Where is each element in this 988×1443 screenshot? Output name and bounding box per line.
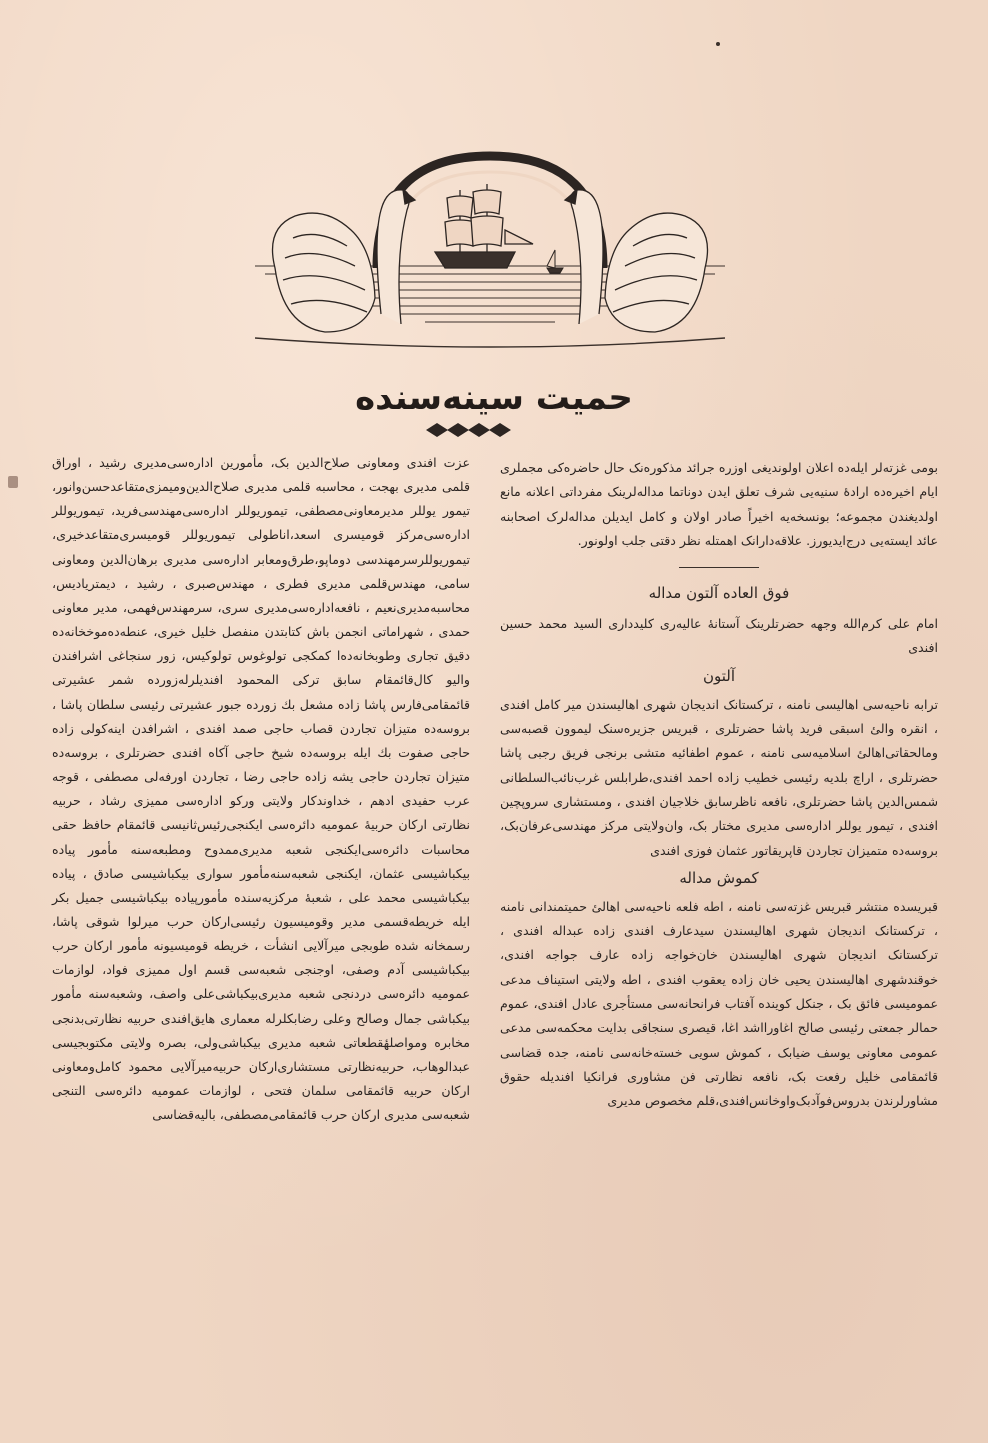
section-separator — [679, 567, 759, 568]
title-ornament — [424, 422, 516, 438]
page-title: حمیت سینه‌سنده — [355, 378, 633, 418]
page-title-wrap — [0, 378, 988, 418]
left-column — [52, 451, 470, 1127]
section-heading-silver-medal: کموش مداله — [679, 868, 759, 887]
right-column — [500, 456, 938, 1114]
column-gutter — [484, 452, 485, 1412]
silver-medal-recipients: قبریسده منتشر قبریس غزته‌سی نامنه ، اطه فلعه ناحیه‌سی اهالئ حمیتمندانی نامنه ، ترکستانک اندیجان شهری اهالیسندن سیدعارف افندی زاده عبداله افندی ، ترکستانک اندیجان شهری اهالیسندن خان‌خواجه زاده عارف جواجه افندی، خوقندشهری اهالیسندن یحیی خان زاده یعقوب افندی ، اطه ولایتی استیناف مدعی عمومیسی فائق بک ، جنکل کوینده آفتاب فرانحانه‌سی مستأجری عادل افندی، عموم حمالر جمعتی رئیسی صالح اغاورااشد اغا، قیصری سنجاقی بدایت محکمه‌سی مدعی عمومی معاونی یوسف ضیابک ، کموش سویی خسته‌خانه‌سی نامنه، جده قضاسی قائمقامی خلیل رفعت بک، نافعه نظارتی فن مشاوری فرانکیا افندیله حقوق مشاورلرندن بدروس‌فوآدبک‌واوخانس‌افندی،قلم مخصوص مدیری — [500, 898, 938, 1109]
continuation-paragraph: عزت افندی ومعاونی صلاح‌الدین بک، مأمورین اداره‌سی‌مدیری رشید ، اوراق قلمی مدیری بهجت ، محاسبه قلمی مدیری صلاح‌الدین‌ومیمزی‌متقاعدحسن‌وانور، تیمور یوللر مدیرمعاونی‌مصطفی، تیموریوللر اداره‌سی‌مهندسی‌فرید، تیموریوللر اداره‌سی‌مرکز قومیسری اسعد،اناطولی تیموریوللر قومیسری‌متقاعدخیری، تیموریوللرسرمهندسی دوماپو،طرق‌ومعابر اداره‌سی مدیری برهان‌الدین ومعاونی سامی، مهندس‌قلمی مدیری فطری ، مهندس‌صبری ، رشید ، دیمتریادیس، محاسبه‌مدیری‌نعیم ، نافعه‌اداره‌سی‌مدیری سری، سرمهندس‌فهمی، مدیر معاونی حمدی ، شهراماتی انجمن باش کتابتدن منفصل خلیل خیری، عنطه‌ده‌موخخانه‌ده دقیق تجاری وطوبخانه‌ده‌ا کمکجی تولوغوس تولوکیس، زور سنجاغی اشرافندن والیو کال‌قائمقام سابق ترکی المحمود افندیلرله‌زورده شمر عشیرتی قائمقامی‌فارس پاشا زاده مشعل بك زورده جبور عشیرتی رئیسی سلطان پاشا ، بروسه‌ده متیزان تجاردن قصاب حاجی صمد افندی ، اشرافدن اینه‌کولی زاده حاجی صفوت بك ایله بروسه‌ده شیخ حاجی آکاه افندی حضرتلری ، بروسه‌ده متیزان تجاردن حاجی یشه زاده حاجی رضا ، تجاردن اورفه‌لی مصطفی ، قوجه عرب حفیدی ادهم ، خداوندکار ولایتی ورکو اداره‌سی ممیزی رشاد ، حربیه نظارتی ارکان حربیهٔ عمومیه دائره‌سی ایکنجی‌رئیس‌ثانیسی قائمقام حافظ حقی محاسبات دائره‌سی‌ایکنجی شعبه مدیری‌ممدوح ومطبعه‌سنه مأمور پیاده بیکباشیسی عثمان، ایکنجی شعبه‌سنه‌مأمور سواری بیکباشیسی صادق ، پیاده بیکباشیسی محمد علی ، شعبهٔ مرکزیه‌سنده مأمورپیاده بیکباشیسی جمیل بکر ایله خریطه‌قسمی مدیر وقومیسیون رئیسی‌ارکان حرب میرلوا شوقی پاشا، رسمخانه شده طوبجی میرآلایی انشأت ، خریطه قومیسیونه مأمور ارکان حرب بیکباشیسی آدم وصفی، اوجنجی شعبه‌سی قسم اول ممیزی فواد، لوازمات عمومیه دائره‌سی دردنجی شعبه مدیری‌بیکباشی‌علی واصف، وشعبه‌سنه مأمور بیکباشی جمال وصالح وعلی رضابکلرله معماری هایق‌افندی حربیه نظارتی‌بدنجی مخابره ومواصلهٔقطعاتی شعبه مدیری بیکباشی‌ولی، بصره ولایتی مکتوبجیسی عبدالوهاب، حربیه‌نظارتی مستشاری‌ارکان حربیه‌میرآلایی محمود کامل‌ومعاونی ارکان حربیه قائمقامی سلمان فتحی ، لوازمات عمومیه دائره‌سی التنجی شعبه‌سی مدیری ارکان حرب قائمقامی‌مصطفی، بالیه‌قضاسی — [52, 455, 470, 1123]
extraordinary-gold-medal-recipients: امام علی کرم‌الله وجهه حضرتلرینک آستانهٔ عالیه‌ری کلیدداری السید محمد حسین افندی — [500, 616, 938, 656]
gold-medal-recipients: ترابه ناحیه‌سی اهالیسی نامنه ، ترکستانک اندیجان شهری اهالیسندن میر کامل افندی ، انقره والئ اسبقی فرید پاشا حضرتلری ، قبریس جزیره‌سنک لیموون قصبه‌سی ومالحقاتی‌اهالئ اسلامیه‌سی نامنه ، عموم اطفائیه متشی برنجی فریق رجبی پاشا حضرتلری ، اراچ بلدیه رئیسی خطیب زاده احمد افندی،طرابلس غرب‌نائب‌السلطانی شمس‌الدین پاشا حضرتلری، نافعه ناظرسابق خلاجیان افندی ، ومستشاری سروپچین افندی ، تیمور یوللر اداره‌سی مدیری مختار بک، وان‌ولایتی مرکز مهندسی‌عرفان‌بک، بروسه‌ده متمیزان تجاردن قاپریقاتور عثمان فوزی افندی — [500, 696, 938, 858]
section-heading-gold: آلتون — [702, 666, 736, 685]
margin-stain — [8, 476, 18, 488]
ink-dot — [716, 42, 720, 46]
intro-paragraph: بومی غزته‌لر ایله‌ده اعلان اولوندیغی اوزره جرائد مذکوره‌نک حال حاضره‌کی مجملری ایام اخیره‌ده ارادهٔ سنیه‌یی شرف تعلق ایدن دوناتما مداله‌لرینک مفرداتی اعلانه مانع اولدیغندن مجموعه؛ بونسخه‌یه اخیراً صادر اولان و کامل ایدیلن مداله‌لرک اصحابنه عائد ایسته‌یی درج‌ایدیورز. علاقه‌دارانک اهمتله نظر دقتی جلب اولونور. — [500, 460, 938, 548]
swan-ship-vignette — [255, 118, 725, 358]
section-heading-extraordinary-gold-medal: فوق العاده آلتون مداله — [648, 584, 790, 603]
